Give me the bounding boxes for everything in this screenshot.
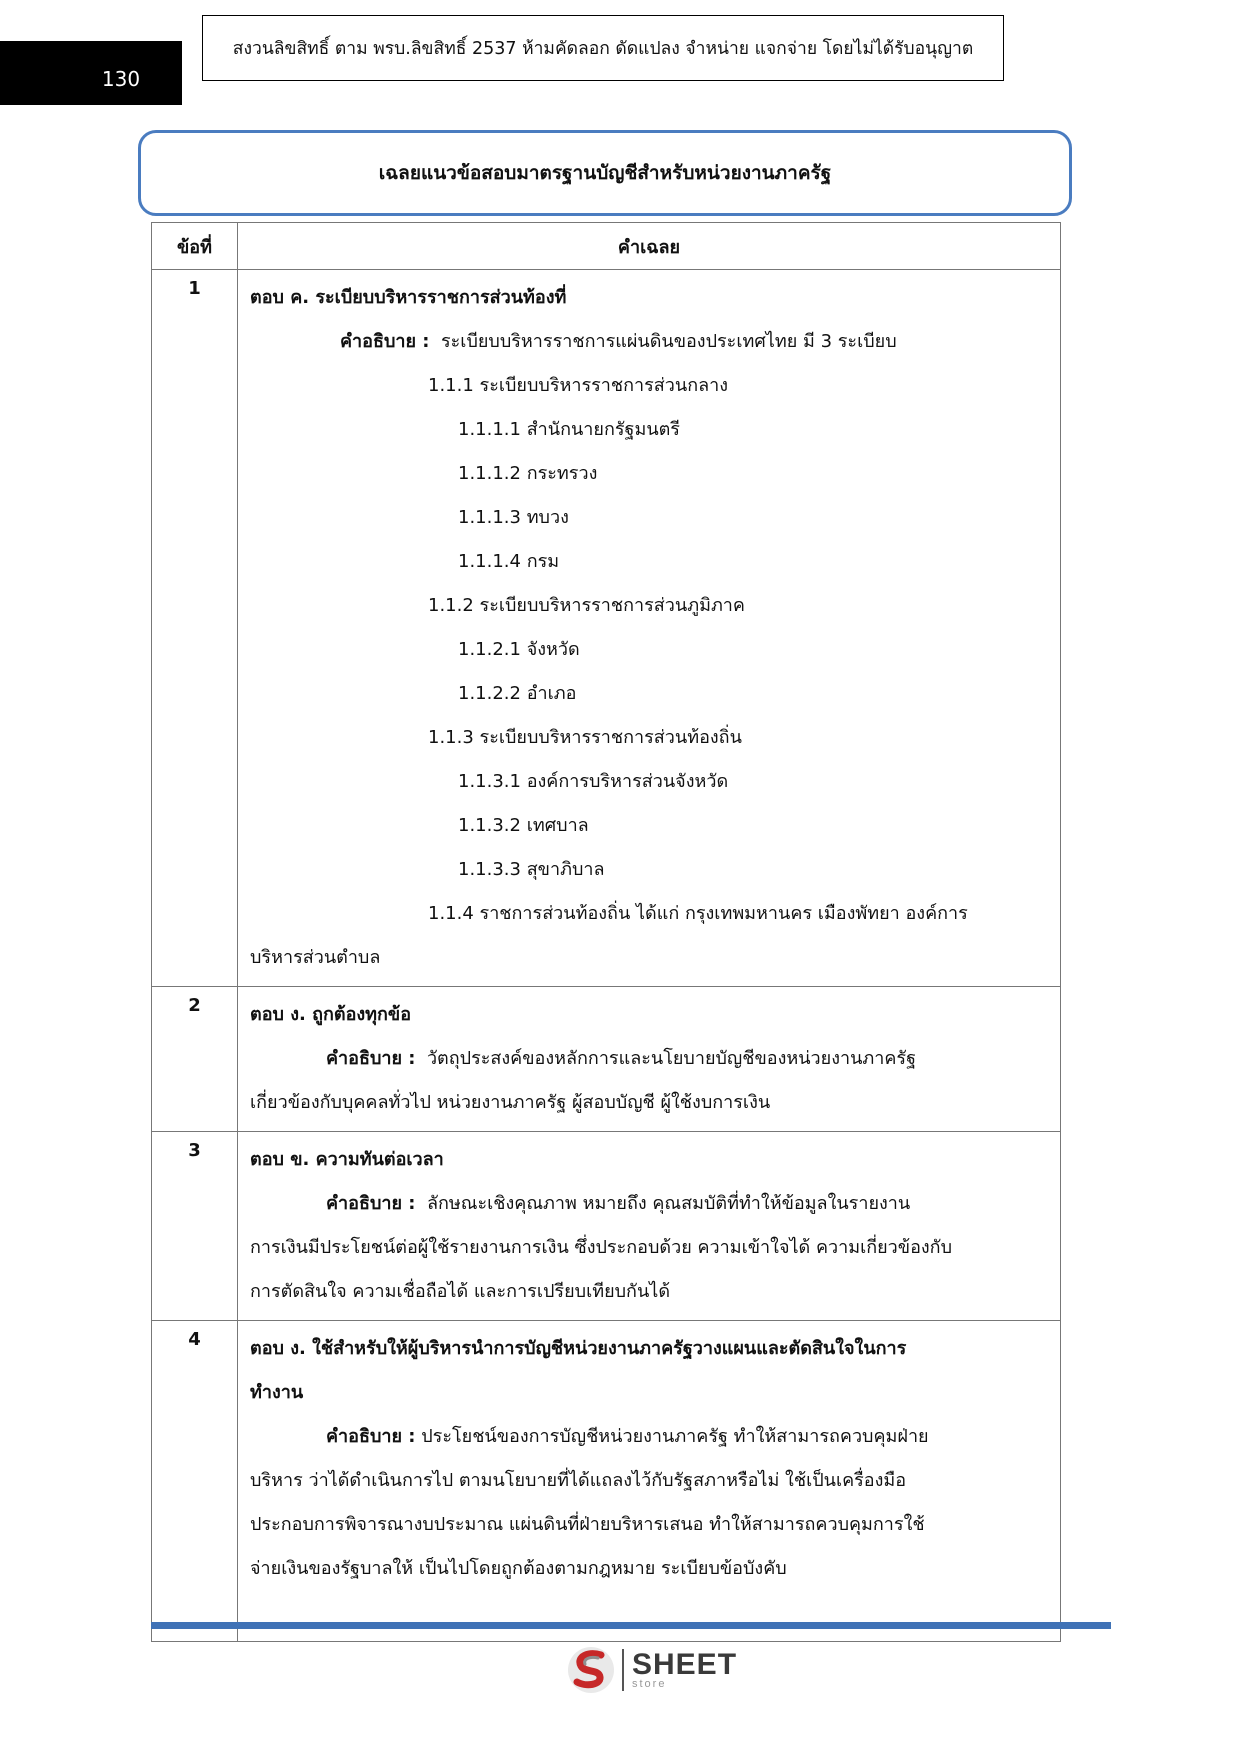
explanation-label: คำอธิบาย : xyxy=(340,331,430,352)
list-item: 1.1.2.2 อำเภอ xyxy=(458,683,577,704)
explanation-text: ระเบียบบริหารราชการแผ่นดินของประเทศไทย มี 3 ระเบียบ xyxy=(440,331,897,352)
explanation-continuation: การตัดสินใจ ความเชื่อถือได้ และการเปรียบเทียบกันได้ xyxy=(250,1281,671,1302)
row-answer-cell xyxy=(238,987,1061,1132)
list-item: 1.1.3 ระเบียบบริหารราชการส่วนท้องถิ่น xyxy=(428,727,742,748)
explanation-text: ประโยชน์ของการบัญชีหน่วยงานภาครัฐ ทำให้สามารถควบคุมฝ่าย xyxy=(421,1426,929,1447)
explanation-text: วัตถุประสงค์ของหลักการและนโยบายบัญชีของหน่วยงานภาครัฐ xyxy=(426,1048,917,1069)
list-item: 1.1.1.4 กรม xyxy=(458,551,560,572)
table-row xyxy=(152,1132,1061,1321)
table-row xyxy=(152,270,1061,987)
answer-line-continuation: ทำงาน xyxy=(250,1382,304,1403)
sheet-store-logo xyxy=(566,1642,737,1698)
page-title-box xyxy=(138,130,1072,216)
row-answer-cell xyxy=(238,1132,1061,1321)
page-number-block xyxy=(0,41,182,105)
column-header-answer: คำเฉลย xyxy=(238,223,1061,270)
footer-divider xyxy=(151,1622,1111,1629)
page-number: 130 xyxy=(101,67,141,91)
page-title: เฉลยแนวข้อสอบมาตรฐานบัญชีสำหรับหน่วยงานภาครัฐ xyxy=(378,162,832,184)
row-number: 3 xyxy=(152,1132,238,1321)
list-item: 1.1.3.2 เทศบาล xyxy=(458,815,589,836)
list-item: 1.1.1 ระเบียบบริหารราชการส่วนกลาง xyxy=(428,375,729,396)
explanation-line xyxy=(250,320,1048,364)
explanation-continuation: บริหาร ว่าได้ดำเนินการไป ตามนโยบายที่ได้แถลงไว้กับรัฐสภาหรือไม่ ใช้เป็นเครื่องมือ xyxy=(250,1470,907,1491)
answer-line: ตอบ ง. ถูกต้องทุกข้อ xyxy=(250,1004,412,1025)
answer-line: ตอบ ง. ใช้สำหรับให้ผู้บริหารนำการบัญชีหน่วยงานภาครัฐวางแผนและตัดสินใจในการ xyxy=(250,1338,907,1359)
copyright-text: สงวนลิขสิทธิ์ ตาม พรบ.ลิขสิทธิ์ 2537 ห้ามคัดลอก ดัดแปลง จำหน่าย แจกจ่าย โดยไม่ได้รับอนุญาต xyxy=(232,39,974,59)
row-number: 4 xyxy=(152,1321,238,1642)
row-number: 1 xyxy=(152,270,238,987)
list-item: 1.1.1.2 กระทรวง xyxy=(458,463,598,484)
row-answer-cell xyxy=(238,270,1061,987)
sheet-logo-icon xyxy=(566,1645,616,1695)
explanation-continuation: จ่ายเงินของรัฐบาลให้ เป็นไปโดยถูกต้องตามกฎหมาย ระเบียบข้อบังคับ xyxy=(250,1558,787,1579)
explanation-line xyxy=(250,1415,1048,1459)
row-answer-cell xyxy=(238,1321,1061,1642)
list-item: 1.1.1.3 ทบวง xyxy=(458,507,569,528)
logo-word: SHEET xyxy=(632,1648,738,1681)
logo-separator xyxy=(622,1649,624,1691)
logo-subword: store xyxy=(632,1678,667,1690)
answer-table xyxy=(151,222,1061,1642)
list-item: 1.1.3.1 องค์การบริหารส่วนจังหวัด xyxy=(458,771,729,792)
table-row xyxy=(152,1321,1061,1642)
explanation-label: คำอธิบาย : xyxy=(326,1426,416,1447)
explanation-label: คำอธิบาย : xyxy=(326,1048,416,1069)
table-row xyxy=(152,987,1061,1132)
list-item: 1.1.4 ราชการส่วนท้องถิ่น ได้แก่ กรุงเทพมหานคร เมืองพัทยา องค์การ xyxy=(428,903,968,924)
explanation-continuation: การเงินมีประโยชน์ต่อผู้ใช้รายงานการเงิน ซึ่งประกอบด้วย ความเข้าใจได้ ความเกี่ยวข้องกับ xyxy=(250,1237,953,1258)
explanation-line xyxy=(250,1182,1048,1226)
column-header-no: ข้อที่ xyxy=(152,223,238,270)
explanation-continuation: ประกอบการพิจารณางบประมาณ แผ่นดินที่ฝ่ายบริหารเสนอ ทำให้สามารถควบคุมการใช้ xyxy=(250,1514,925,1535)
logo-wordmark xyxy=(632,1650,737,1690)
copyright-notice xyxy=(202,15,1004,81)
list-item: บริหารส่วนตำบล xyxy=(250,947,381,968)
list-item: 1.1.1.1 สำนักนายกรัฐมนตรี xyxy=(458,419,680,440)
answer-line: ตอบ ข. ความทันต่อเวลา xyxy=(250,1149,444,1170)
list-item: 1.1.2.1 จังหวัด xyxy=(458,639,580,660)
row-number: 2 xyxy=(152,987,238,1132)
explanation-line xyxy=(250,1037,1048,1081)
explanation-label: คำอธิบาย : xyxy=(326,1193,416,1214)
explanation-text: ลักษณะเชิงคุณภาพ หมายถึง คุณสมบัติที่ทำให้ข้อมูลในรายงาน xyxy=(426,1193,911,1214)
list-item: 1.1.3.3 สุขาภิบาล xyxy=(458,859,605,880)
explanation-continuation: เกี่ยวข้องกับบุคคลทั่วไป หน่วยงานภาครัฐ ผู้สอบบัญชี ผู้ใช้งบการเงิน xyxy=(250,1092,771,1113)
list-item: 1.1.2 ระเบียบบริหารราชการส่วนภูมิภาค xyxy=(428,595,745,616)
answer-line: ตอบ ค. ระเบียบบริหารราชการส่วนท้องที่ xyxy=(250,287,567,308)
table-header-row xyxy=(152,223,1061,270)
